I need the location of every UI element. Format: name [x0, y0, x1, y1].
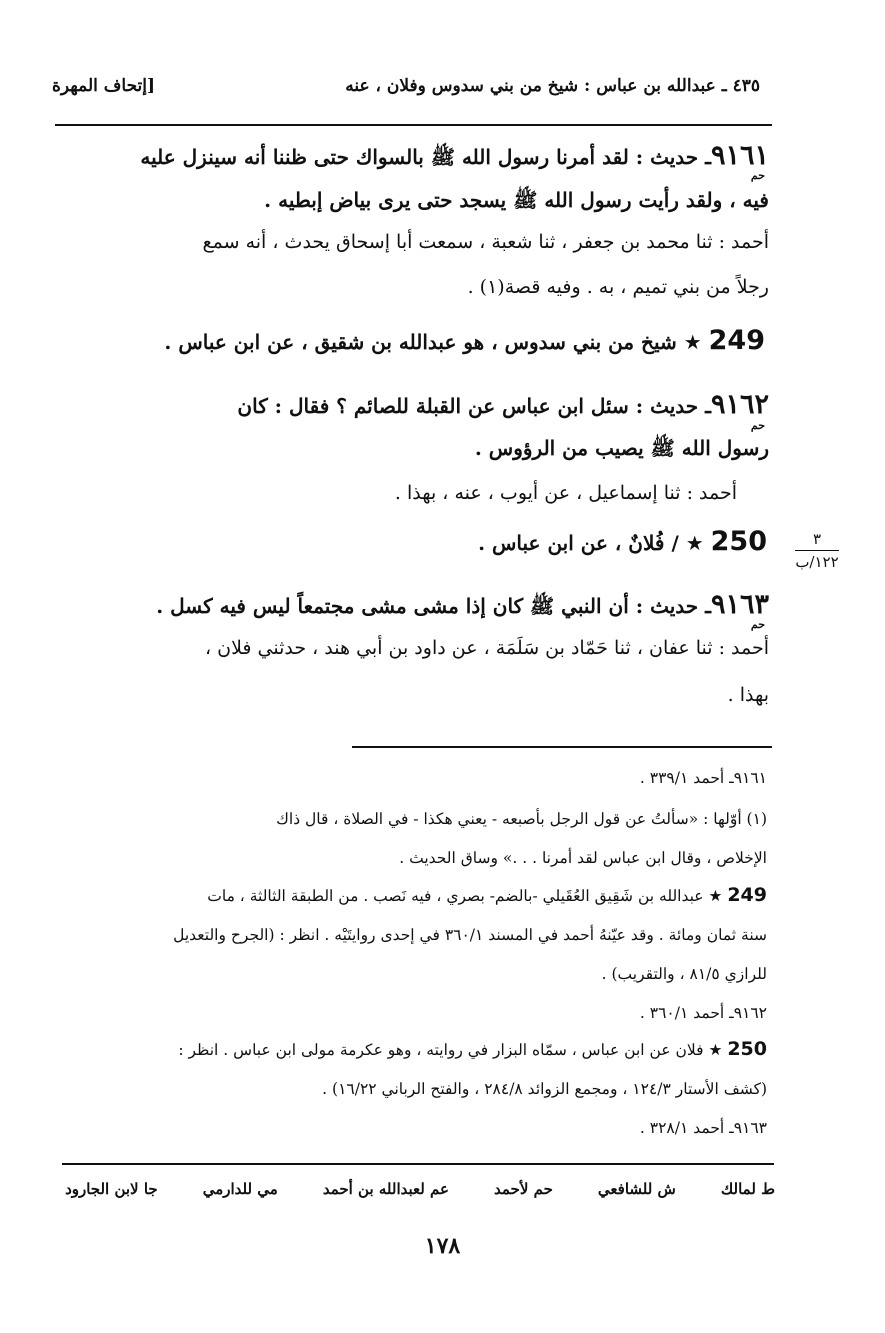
footnote-1-line1: (١) أوّلها : «سألتُ عن قول الرجل بأصبعه - يعني هكذا - في الصلاة ، قال ذاك	[276, 810, 767, 828]
hadith-number: ٩١٦٣	[710, 589, 769, 620]
manuscript-folio-ref: ٣ ١٢٢/ب	[795, 530, 839, 571]
footnote-9161: ٩١٦١ـ أحمد ٣٣٩/١ .	[639, 769, 767, 787]
isnad-9161-line2: رجلاً من بني تميم ، به . وفيه قصة(١) .	[467, 276, 769, 298]
footnote-9163: ٩١٦٣ـ أحمد ٣٢٨/١ .	[639, 1119, 767, 1137]
abbr-item: مي للدارمي	[202, 1180, 278, 1198]
header-chapter-title: ٤٣٥ ـ عبدالله بن عباس : شيخ من بني سدوس وفلان ، عنه	[345, 76, 760, 96]
abbreviations-key	[65, 1180, 775, 1198]
star-icon: ★	[685, 531, 704, 555]
narrator-number: 250	[710, 526, 767, 557]
isnad-9163-line2: بهذا .	[727, 684, 769, 706]
page-number: ١٧٨	[424, 1233, 461, 1259]
source-tag: حم	[750, 618, 765, 631]
hadith-9161-line1: ٩١٦١ـ حديث : لقد أمرنا رسول الله ﷺ بالسواك حتى ظننا أنه سينزل عليه	[140, 140, 769, 171]
abbr-item: جا لابن الجارود	[65, 1180, 158, 1198]
star-icon: ★	[708, 887, 723, 905]
abbr-item: ش للشافعي	[597, 1180, 676, 1198]
header-rule	[55, 124, 772, 126]
isnad-9163-line1: أحمد : ثنا عفان ، ثنا حَمّاد بن سَلَمَة ، عن داود بن أبي هند ، حدثني فلان ،	[204, 637, 769, 659]
footnote-rule	[352, 746, 772, 748]
header-book-title: [إتحاف المهرة	[52, 76, 156, 96]
abbr-item: عم لعبدالله بن أحمد	[322, 1180, 449, 1198]
footnote-9162: ٩١٦٢ـ أحمد ٣٦٠/١ .	[639, 1004, 767, 1022]
narrator-number: 249	[708, 325, 765, 356]
hadith-number: ٩١٦١	[710, 140, 769, 171]
footnote-249-line2: سنة ثمان ومائة . وقد عيّنهُ أحمد في المسند ٣٦٠/١ في إحدى روايتَيْه . انظر : (الجرح والتعديل	[173, 926, 767, 944]
footnote-1-line2: الإخلاص ، وقال ابن عباس لقد أمرنا . . .» وساق الحديث .	[399, 849, 767, 867]
hadith-9161-line2: فيه ، ولقد رأيت رسول الله ﷺ يسجد حتى يرى بياض إبطيه .	[264, 188, 769, 212]
footnote-250-line1: 250 ★ فلان عن ابن عباس ، سمّاه البزار في روايته ، وهو عكرمة مولى ابن عباس . انظر :	[178, 1038, 767, 1060]
hadith-9162-line2: رسول الله ﷺ يصيب من الرؤوس .	[474, 436, 769, 460]
hadith-number: ٩١٦٢	[710, 389, 769, 420]
footnote-249-line3: للرازي ٨١/٥ ، والتقريب) .	[601, 965, 767, 983]
isnad-9162-line1: أحمد : ثنا إسماعيل ، عن أيوب ، عنه ، بهذا .	[394, 482, 737, 504]
abbr-item: حم لأحمد	[494, 1180, 553, 1198]
source-tag: حم	[750, 169, 765, 182]
hadith-9162-line1: ٩١٦٢ـ حديث : سئل ابن عباس عن القبلة للصائم ؟ فقال : كان	[237, 389, 769, 420]
footnote-250-line2: (كشف الأستار ١٢٤/٣ ، ومجمع الزوائد ٢٨٤/٨ ، والفتح الرباني ١٦/٢٢) .	[322, 1080, 767, 1098]
abbreviations-rule	[62, 1163, 774, 1165]
star-icon: ★	[708, 1041, 723, 1059]
isnad-9161-line1: أحمد : ثنا محمد بن جعفر ، ثنا شعبة ، سمعت أبا إسحاق يحدث ، أنه سمع	[202, 231, 769, 253]
source-tag: حم	[750, 419, 765, 432]
abbr-item: ط لمالك	[720, 1180, 775, 1198]
star-icon: ★	[683, 330, 702, 354]
hadith-9163-line1: ٩١٦٣ـ حديث : أن النبي ﷺ كان إذا مشى مشى مجتمعاً ليس فيه كسل .	[156, 589, 769, 620]
footnote-249-line1: 249 ★ عبدالله بن شَقِيق العُقَيلي -بالضم- بصري ، فيه نَصب . من الطبقة الثالثة ، مات	[207, 884, 767, 906]
narrator-249: 249 ★ شيخ من بني سدوس ، هو عبدالله بن شقيق ، عن ابن عباس .	[164, 325, 765, 356]
narrator-250: 250 ★ / فُلانٌ ، عن ابن عباس .	[478, 526, 767, 557]
